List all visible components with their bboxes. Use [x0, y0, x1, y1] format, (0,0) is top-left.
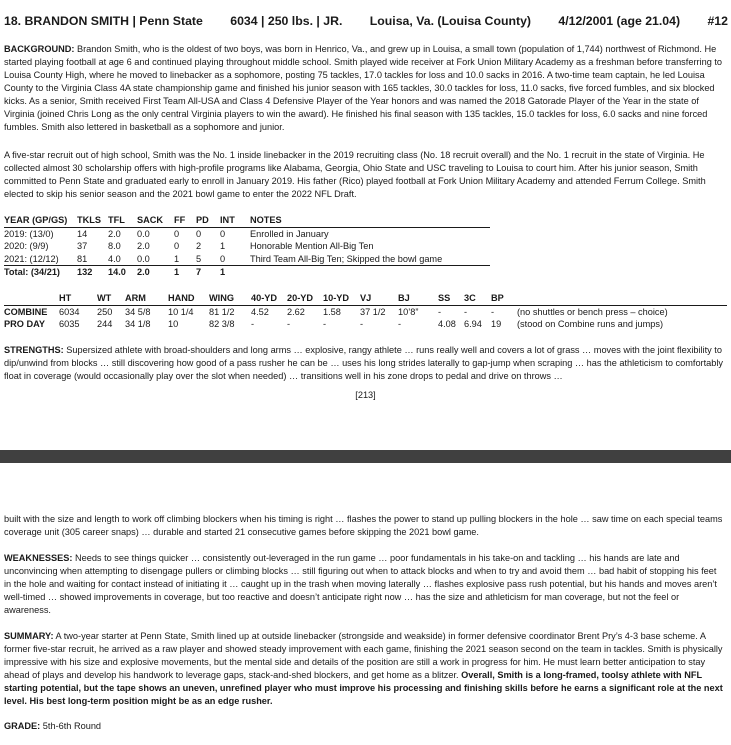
stats-col-notes: NOTES	[250, 214, 490, 227]
stats-row	[4, 227, 490, 240]
meas-cell: 10’8”	[398, 306, 419, 317]
meas-cell: 250	[97, 306, 113, 317]
stats-cell: 2021: (12/12)	[4, 253, 59, 264]
meas-cell: -	[438, 306, 442, 317]
grade-label: GRADE:	[4, 721, 41, 731]
stats-cell: 132	[77, 266, 108, 279]
stats-cell: Total: (34/21)	[4, 266, 77, 279]
stats-cell: 0	[174, 228, 180, 239]
grade-text: 5th-6th Round	[40, 721, 102, 731]
stats-cell: 1	[220, 241, 226, 252]
summary-paragraph	[4, 630, 726, 708]
meas-cell: 37 1/2	[360, 306, 386, 317]
stats-total-row	[4, 266, 490, 279]
meas-col-arm: ARM	[125, 292, 168, 305]
stats-col-year: YEAR (GP/GS)	[4, 214, 77, 227]
meas-cell: 82 3/8	[209, 319, 235, 330]
meas-cell: 10 1/4	[168, 306, 194, 317]
summary-label: SUMMARY:	[4, 631, 54, 641]
stats-cell: 14	[77, 228, 88, 239]
meas-col-hand: HAND	[168, 292, 209, 305]
meas-col-3c: 3C	[464, 292, 491, 305]
stats-cell: 1	[174, 266, 196, 279]
player-hometown: Louisa, Va. (Louisa County)	[369, 14, 532, 28]
player-measurables: 6034 | 250 lbs. | JR.	[230, 14, 343, 28]
strengths-text: Supersized athlete with broad-shoulders and long arms … explosive, rangy athlete … runs really well and covers a lot of grass … moves with the joint flexibility to dip/unwind from blocks … still discovering how good of a pass rusher he can be … uses his long strides laterally to gap-jump when scraping … has the athleticism to comfortably float in coverage (would occasionally play over the slot when needed) … transitions well in his zone drops to pedal and drive on throws …	[4, 345, 724, 381]
stats-col-ff: FF	[174, 214, 196, 227]
stats-row	[4, 240, 490, 253]
stats-row	[4, 253, 490, 266]
stats-cell: Third Team All-Big Ten; Skipped the bowl game	[250, 253, 443, 264]
meas-col-ht: HT	[59, 292, 97, 305]
strengths-continued: built with the size and length to work off climbing blockers when his timing is right … flashes the power to stand up pulling blockers in the hole … saw time on each special teams coverage unit (305 career snaps) … durable and started 21 consecutive games before skipping the 2021 bowl game.	[4, 514, 723, 537]
meas-cell: 4.08	[438, 319, 456, 330]
strengths-label: STRENGTHS:	[4, 345, 64, 355]
stats-cell: 0	[174, 241, 180, 252]
stats-cell: 2020: (9/9)	[4, 241, 49, 252]
meas-col-label	[4, 292, 59, 305]
stats-col-tkls: TKLS	[77, 214, 108, 227]
meas-col-40yd: 40-YD	[251, 292, 287, 305]
player-header	[4, 14, 728, 28]
stats-cell: 2.0	[108, 228, 121, 239]
summary-conclusion: Overall, Smith is a long-framed, toolsy athlete with NFL starting potential, but the tape shows an uneven, unrefined player who must improve his processing and finishing skills before he earns a significant role at the next level. His best long-term position might be as an edge rusher.	[4, 670, 723, 706]
meas-col-vj: VJ	[360, 292, 398, 305]
meas-cell: 244	[97, 319, 113, 330]
meas-cell: 34 5/8	[125, 306, 151, 317]
stats-cell: 1	[220, 266, 250, 279]
background-label: BACKGROUND:	[4, 44, 75, 54]
meas-cell: -	[464, 306, 468, 317]
meas-col-wt: WT	[97, 292, 125, 305]
measurements-header-row	[4, 292, 727, 305]
background-paragraph	[4, 43, 726, 134]
meas-cell: COMBINE	[4, 306, 48, 317]
stats-cell: 81	[77, 253, 88, 264]
meas-cell: 1.58	[323, 306, 341, 317]
grade-paragraph	[4, 720, 726, 733]
stats-cell: Enrolled in January	[250, 228, 329, 239]
stats-col-pd: PD	[196, 214, 220, 227]
meas-col-wing: WING	[209, 292, 251, 305]
stats-cell: 0.0	[137, 253, 150, 264]
stats-cell: 37	[77, 241, 88, 252]
meas-cell: 2.62	[287, 306, 305, 317]
stats-cell: 5	[196, 253, 202, 264]
stats-cell: 2.0	[137, 241, 150, 252]
stats-cell: 2.0	[137, 266, 174, 279]
strengths-paragraph	[4, 344, 726, 383]
meas-cell: -	[287, 319, 291, 330]
meas-col-10yd: 10-YD	[323, 292, 360, 305]
meas-cell: 6.94	[464, 319, 482, 330]
stats-cell: 2019: (13/0)	[4, 228, 54, 239]
report-page-bottom	[0, 460, 731, 745]
meas-cell: 81 1/2	[209, 306, 235, 317]
weaknesses-label: WEAKNESSES:	[4, 553, 73, 563]
meas-cell: -	[323, 319, 327, 330]
meas-note: (no shuttles or bench press – choice)	[517, 306, 668, 317]
stats-cell: 1	[174, 253, 180, 264]
weaknesses-text: Needs to see things quicker … consistently out-leveraged in the run game … poor fundamentals in his take-on and tackling … his hands are late and unconvincing when attempting to disengage pullers or climbing blocks … still figuring out when to attack blocks and when to try and avoid them … bad habit of stopping his feet in the hole and waiting for contact instead of initiating it … caught up in the trash when moving laterally … flashes explosive pass rush potential, but his hands and moves aren’t well-timed … showed improvements in coverage, but too reactive and doesn’t anticipate right now … has the size and athleticism for man coverage, but not the feel or awareness.	[4, 553, 717, 615]
stats-table	[4, 214, 490, 279]
stats-cell: Honorable Mention All-Big Ten	[250, 241, 374, 252]
stats-cell: 0	[220, 253, 226, 264]
stats-cell: 2	[196, 241, 202, 252]
meas-cell: 6035	[59, 319, 80, 330]
meas-cell: PRO DAY	[4, 319, 46, 330]
stats-cell: 0	[220, 228, 226, 239]
meas-cell: 10	[168, 319, 179, 330]
page-number: [213]	[355, 390, 376, 400]
measurements-table	[4, 292, 727, 331]
measurements-row-combine	[4, 305, 727, 318]
measurements-row-proday	[4, 318, 727, 331]
stats-cell	[250, 266, 490, 279]
stats-cell: 0	[196, 228, 202, 239]
stats-col-int: INT	[220, 214, 250, 227]
meas-col-bp: BP	[491, 292, 517, 305]
stats-cell: 4.0	[108, 253, 121, 264]
stats-cell: 7	[196, 266, 220, 279]
meas-cell: -	[491, 306, 495, 317]
stats-cell: 8.0	[108, 241, 121, 252]
meas-cell: 6034	[59, 306, 80, 317]
weaknesses-paragraph	[4, 552, 726, 617]
meas-col-ss: SS	[438, 292, 464, 305]
player-name: 18. BRANDON SMITH | Penn State	[4, 14, 203, 28]
background-text: Brandon Smith, who is the oldest of two boys, was born in Henrico, Va., and grew up in Louisa, a small town (population of 1,744) northwest of Richmond. He started playing football at age 6 and continued playing throughout middle school. Smith played wide receiver at Fork Union Military Academy as a freshman before transferring to Louisa County High, where he moved to linebacker as a sophomore, posting 75 tackles, 17.0 tackles for loss and 10.0 sacks in 2016. A two-time team captain, he led Louisa County to the Virginia Class 4A state championship game and finished his junior season with 165 tackles, 30.0 tackles for loss, 11.0 sacks, five forced fumbles, and six blocked kicks. As a senior, Smith received First Team All-USA and Class 4 Defensive Player of the Year honors and was named the 2018 Gatorade Player of the Year in the state of Virginia (joined Chris Long as the only central Virginia players to win the award). He finished his final season with 135 tackles, 15.0 tackles for loss, 6.0 sacks and nine forced fumbles. Smith also lettered in basketball as a sophomore and junior.	[4, 44, 723, 132]
meas-cell: -	[251, 319, 255, 330]
stats-cell: 14.0	[108, 266, 137, 279]
meas-cell: -	[360, 319, 364, 330]
stats-col-sack: SACK	[137, 214, 174, 227]
meas-col-bj: BJ	[398, 292, 438, 305]
stats-header-row	[4, 214, 490, 227]
meas-col-note	[517, 292, 727, 305]
meas-cell: -	[398, 319, 402, 330]
meas-col-20yd: 20-YD	[287, 292, 323, 305]
stats-col-tfl: TFL	[108, 214, 137, 227]
meas-cell: 34 1/8	[125, 319, 151, 330]
recruiting-paragraph	[4, 149, 726, 201]
meas-note: (stood on Combine runs and jumps)	[517, 319, 664, 330]
player-rank: #12	[707, 14, 728, 28]
meas-cell: 19	[491, 319, 502, 330]
stats-cell: 0.0	[137, 228, 150, 239]
meas-cell: 4.52	[251, 306, 269, 317]
recruiting-text: A five-star recruit out of high school, Smith was the No. 1 inside linebacker in the 2019 recruiting class (No. 18 recruit overall) and the No. 1 recruit in the state of Virginia. He collected almost 30 scholarship offers with high-profile programs like Alabama, Georgia, Ohio State and USC traveling to Louisa to court him. After his junior season, Smith committed to Penn State and graduated early to enroll in January 2019. His father (Rico) played football at Fork Union Military Academy and attended Ferrum College. Smith elected to skip his senior season and the 2021 bowl game to enter the 2022 NFL Draft.	[4, 150, 706, 199]
player-dob: 4/12/2001 (age 21.04)	[558, 14, 681, 28]
summary-text: A two-year starter at Penn State, Smith lined up at outside linebacker (strongside and weakside) in former defensive coordinator Brent Pry’s 4-3 base scheme. A former five-star recruit, he arrived as a raw player and showed steady improvement with each game, finishing the 2021 season second on the team in tackles. Smith is physically impressive with his size and explosive movements, but the mental side and details of the position are still a work in progress for him. He must learn better anticipation to stay ahead of plays and develop his handwork to leverage gaps, stack-and-shed blockers, and get home as a blitzer.	[4, 631, 723, 680]
